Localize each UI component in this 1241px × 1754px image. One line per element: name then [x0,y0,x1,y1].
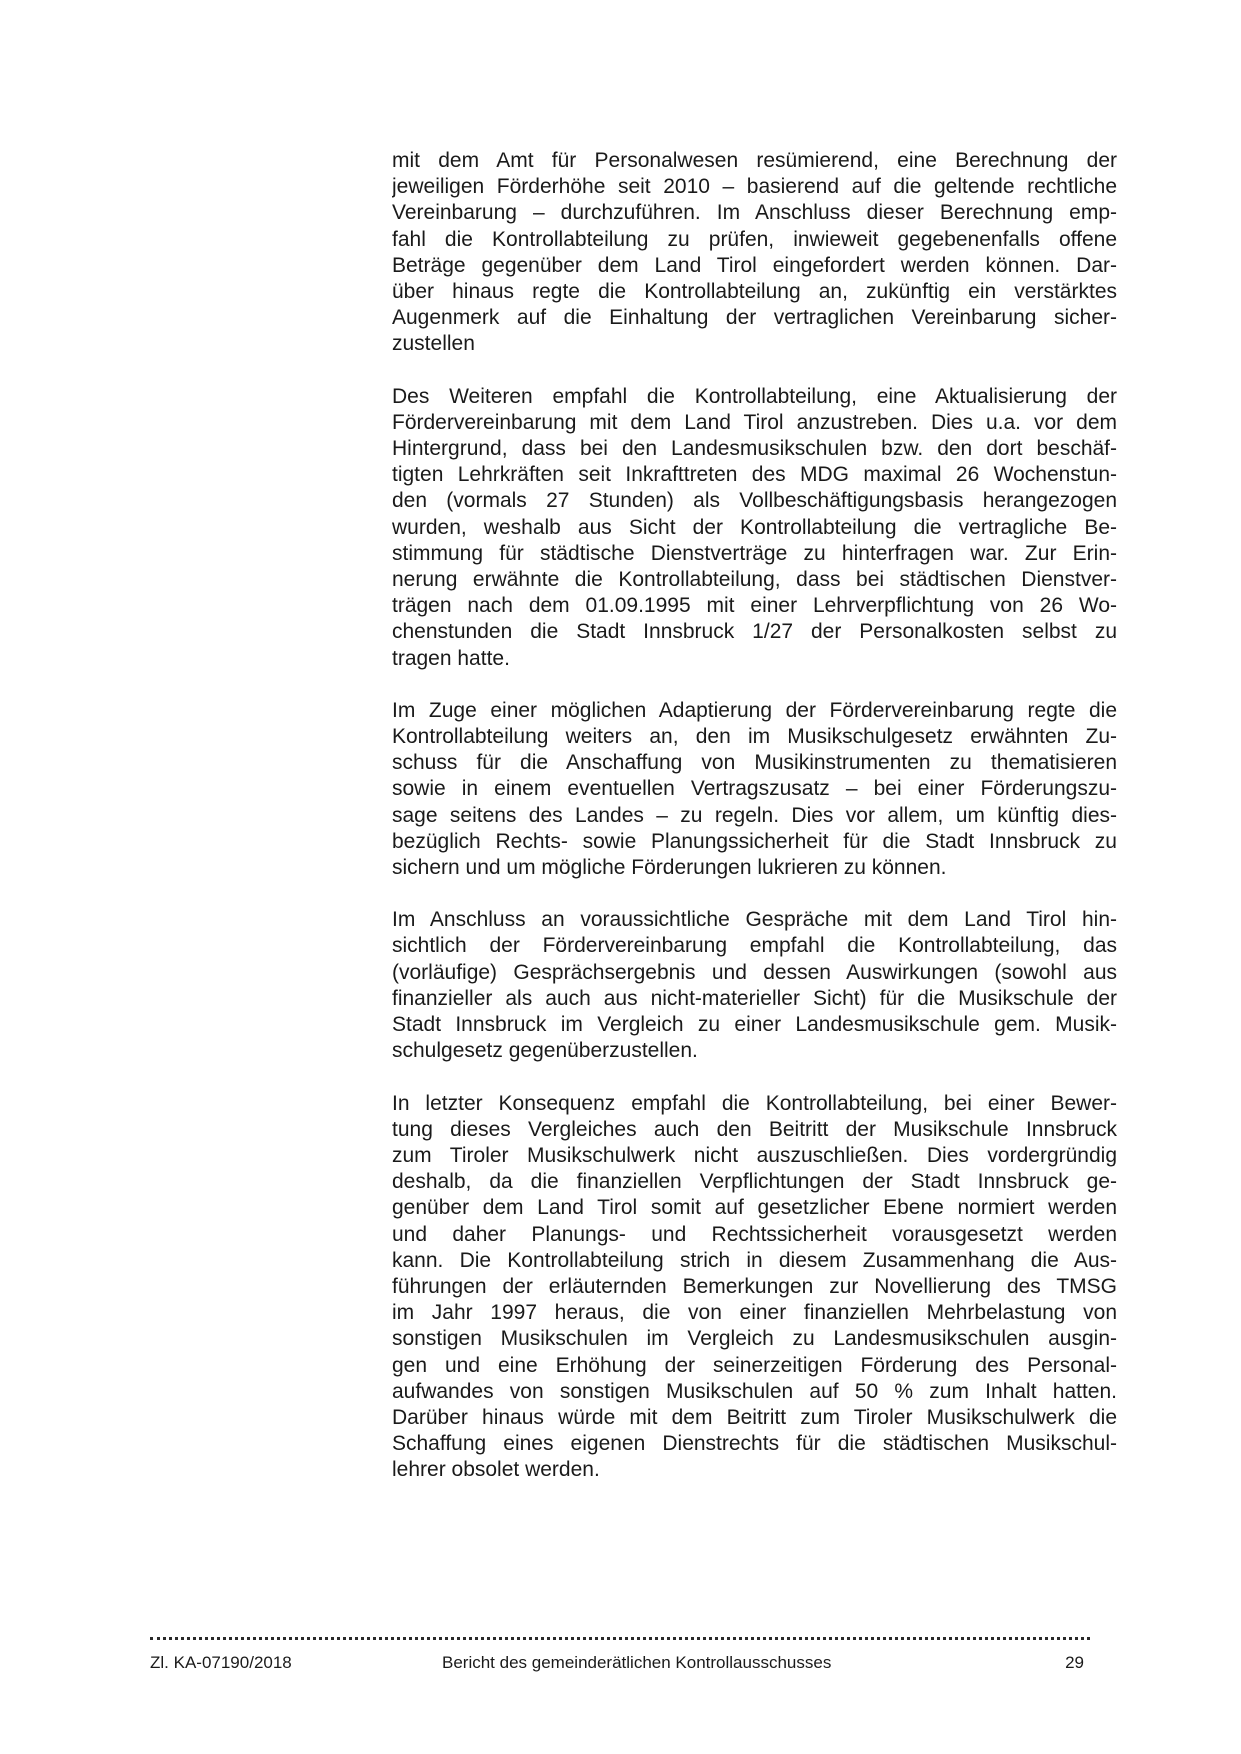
text-line: gen und eine Erhöhung der seinerzeitigen Förderung des Personal- [392,1353,1117,1377]
text-line: Darüber hinaus würde mit dem Beitritt zum Tiroler Musikschulwerk die [392,1405,1117,1429]
text-line: Vereinbarung – durchzuführen. Im Anschluss dieser Berechnung emp- [392,201,1117,225]
text-line: fahl die Kontrollabteilung zu prüfen, inwieweit gegebenenfalls offene [392,227,1117,251]
text-line: deshalb, da die finanziellen Verpflichtungen der Stadt Innsbruck ge- [392,1170,1117,1194]
text-line: aufwandes von sonstigen Musikschulen auf 50 % zum Inhalt hatten. [392,1379,1117,1403]
text-line: schulgesetz gegenüberzustellen. [392,1039,698,1063]
text-line: jeweiligen Förderhöhe seit 2010 – basierend auf die geltende rechtliche [392,175,1117,199]
text-line: (vorläufige) Gesprächsergebnis und dessen Auswirkungen (sowohl aus [392,960,1117,984]
text-line: nerung erwähnte die Kontrollabteilung, dass bei städtischen Dienstver- [392,568,1117,592]
footer-divider [150,1637,1090,1640]
text-line: lehrer obsolet werden. [392,1458,600,1482]
text-line: bezüglich Rechts- sowie Planungssicherheit für die Stadt Innsbruck zu [392,829,1117,853]
text-line: Im Zuge einer möglichen Adaptierung der Fördervereinbarung regte die [392,698,1117,722]
text-line: sonstigen Musikschulen im Vergleich zu Landesmusikschulen ausgin- [392,1327,1117,1351]
text-line: tung dieses Vergleiches auch den Beitritt der Musikschule Innsbruck [392,1117,1117,1141]
document-reference: Zl. KA-07190/2018 [150,1653,292,1672]
text-line: den (vormals 27 Stunden) als Vollbeschäftigungsbasis herangezogen [392,489,1117,513]
paragraph-4 [392,907,1117,1064]
text-line: Augenmerk auf die Einhaltung der vertraglichen Vereinbarung sicher- [392,306,1117,330]
text-line: zum Tiroler Musikschulwerk nicht auszuschließen. Dies vordergründig [392,1143,1117,1167]
text-line: Kontrollabteilung weiters an, den im Musikschulgesetz erwähnten Zu- [392,725,1117,749]
paragraph-1 [392,148,1117,358]
text-line: wurden, weshalb aus Sicht der Kontrollabteilung die vertragliche Be- [392,515,1117,539]
text-line: trägen nach dem 01.09.1995 mit einer Lehrverpflichtung von 26 Wo- [392,594,1117,618]
paragraph-3 [392,698,1117,881]
paragraph-2 [392,384,1117,672]
text-line: und daher Planungs- und Rechtssicherheit vorausgesetzt werden [392,1222,1117,1246]
text-line: schuss für die Anschaffung von Musikinstrumenten zu thematisieren [392,751,1117,775]
text-line: sage seitens des Landes – zu regeln. Dies vor allem, um künftig dies- [392,803,1117,827]
text-line: genüber dem Land Tirol somit auf gesetzlicher Ebene normiert werden [392,1196,1117,1220]
text-line: über hinaus regte die Kontrollabteilung an, zukünftig ein verstärktes [392,280,1117,304]
text-line: Fördervereinbarung mit dem Land Tirol anzustreben. Dies u.a. vor dem [392,410,1117,434]
text-line: finanzieller als auch aus nicht-materieller Sicht) für die Musikschule der [392,986,1117,1010]
text-line: führungen der erläuternden Bemerkungen zur Novellierung des TMSG [392,1274,1117,1298]
text-line: Stadt Innsbruck im Vergleich zu einer Landesmusikschule gem. Musik- [392,1013,1117,1037]
text-line: sowie in einem eventuellen Vertragszusatz – bei einer Förderungszu- [392,777,1117,801]
text-line: tragen hatte. [392,646,510,670]
report-title: Bericht des gemeinderätlichen Kontrollausschusses [442,1653,832,1672]
text-line: mit dem Amt für Personalwesen resümierend, eine Berechnung der [392,149,1117,172]
text-line: im Jahr 1997 heraus, die von einer finanziellen Mehrbelastung von [392,1301,1117,1325]
text-line: kann. Die Kontrollabteilung strich in diesem Zusammenhang die Aus- [392,1248,1117,1272]
text-line: Im Anschluss an voraussichtliche Gespräche mit dem Land Tirol hin- [392,908,1117,932]
text-line: In letzter Konsequenz empfahl die Kontrollabteilung, bei einer Bewer- [392,1091,1117,1115]
text-line: tigten Lehrkräften seit Inkrafttreten des MDG maximal 26 Wochenstun- [392,463,1117,487]
text-line: zustellen [392,332,475,356]
page-footer [150,1651,1090,1677]
page-number: 29 [1065,1653,1084,1672]
text-line: Schaffung eines eigenen Dienstrechts für die städtischen Musikschul- [392,1432,1117,1456]
text-line: Des Weiteren empfahl die Kontrollabteilung, eine Aktualisierung der [392,384,1117,408]
text-line: chenstunden die Stadt Innsbruck 1/27 der Personalkosten selbst zu [392,620,1117,644]
text-line: Hintergrund, dass bei den Landesmusikschulen bzw. den dort beschäf- [392,437,1117,461]
text-line: stimmung für städtische Dienstverträge zu hinterfragen war. Zur Erin- [392,541,1117,565]
paragraph-5 [392,1091,1117,1484]
text-line: Beträge gegenüber dem Land Tirol eingefordert werden können. Dar- [392,253,1117,277]
text-line: sichtlich der Fördervereinbarung empfahl die Kontrollabteilung, das [392,934,1117,958]
text-line: sichern und um mögliche Förderungen lukrieren zu können. [392,856,947,880]
report-body [392,148,1117,1510]
